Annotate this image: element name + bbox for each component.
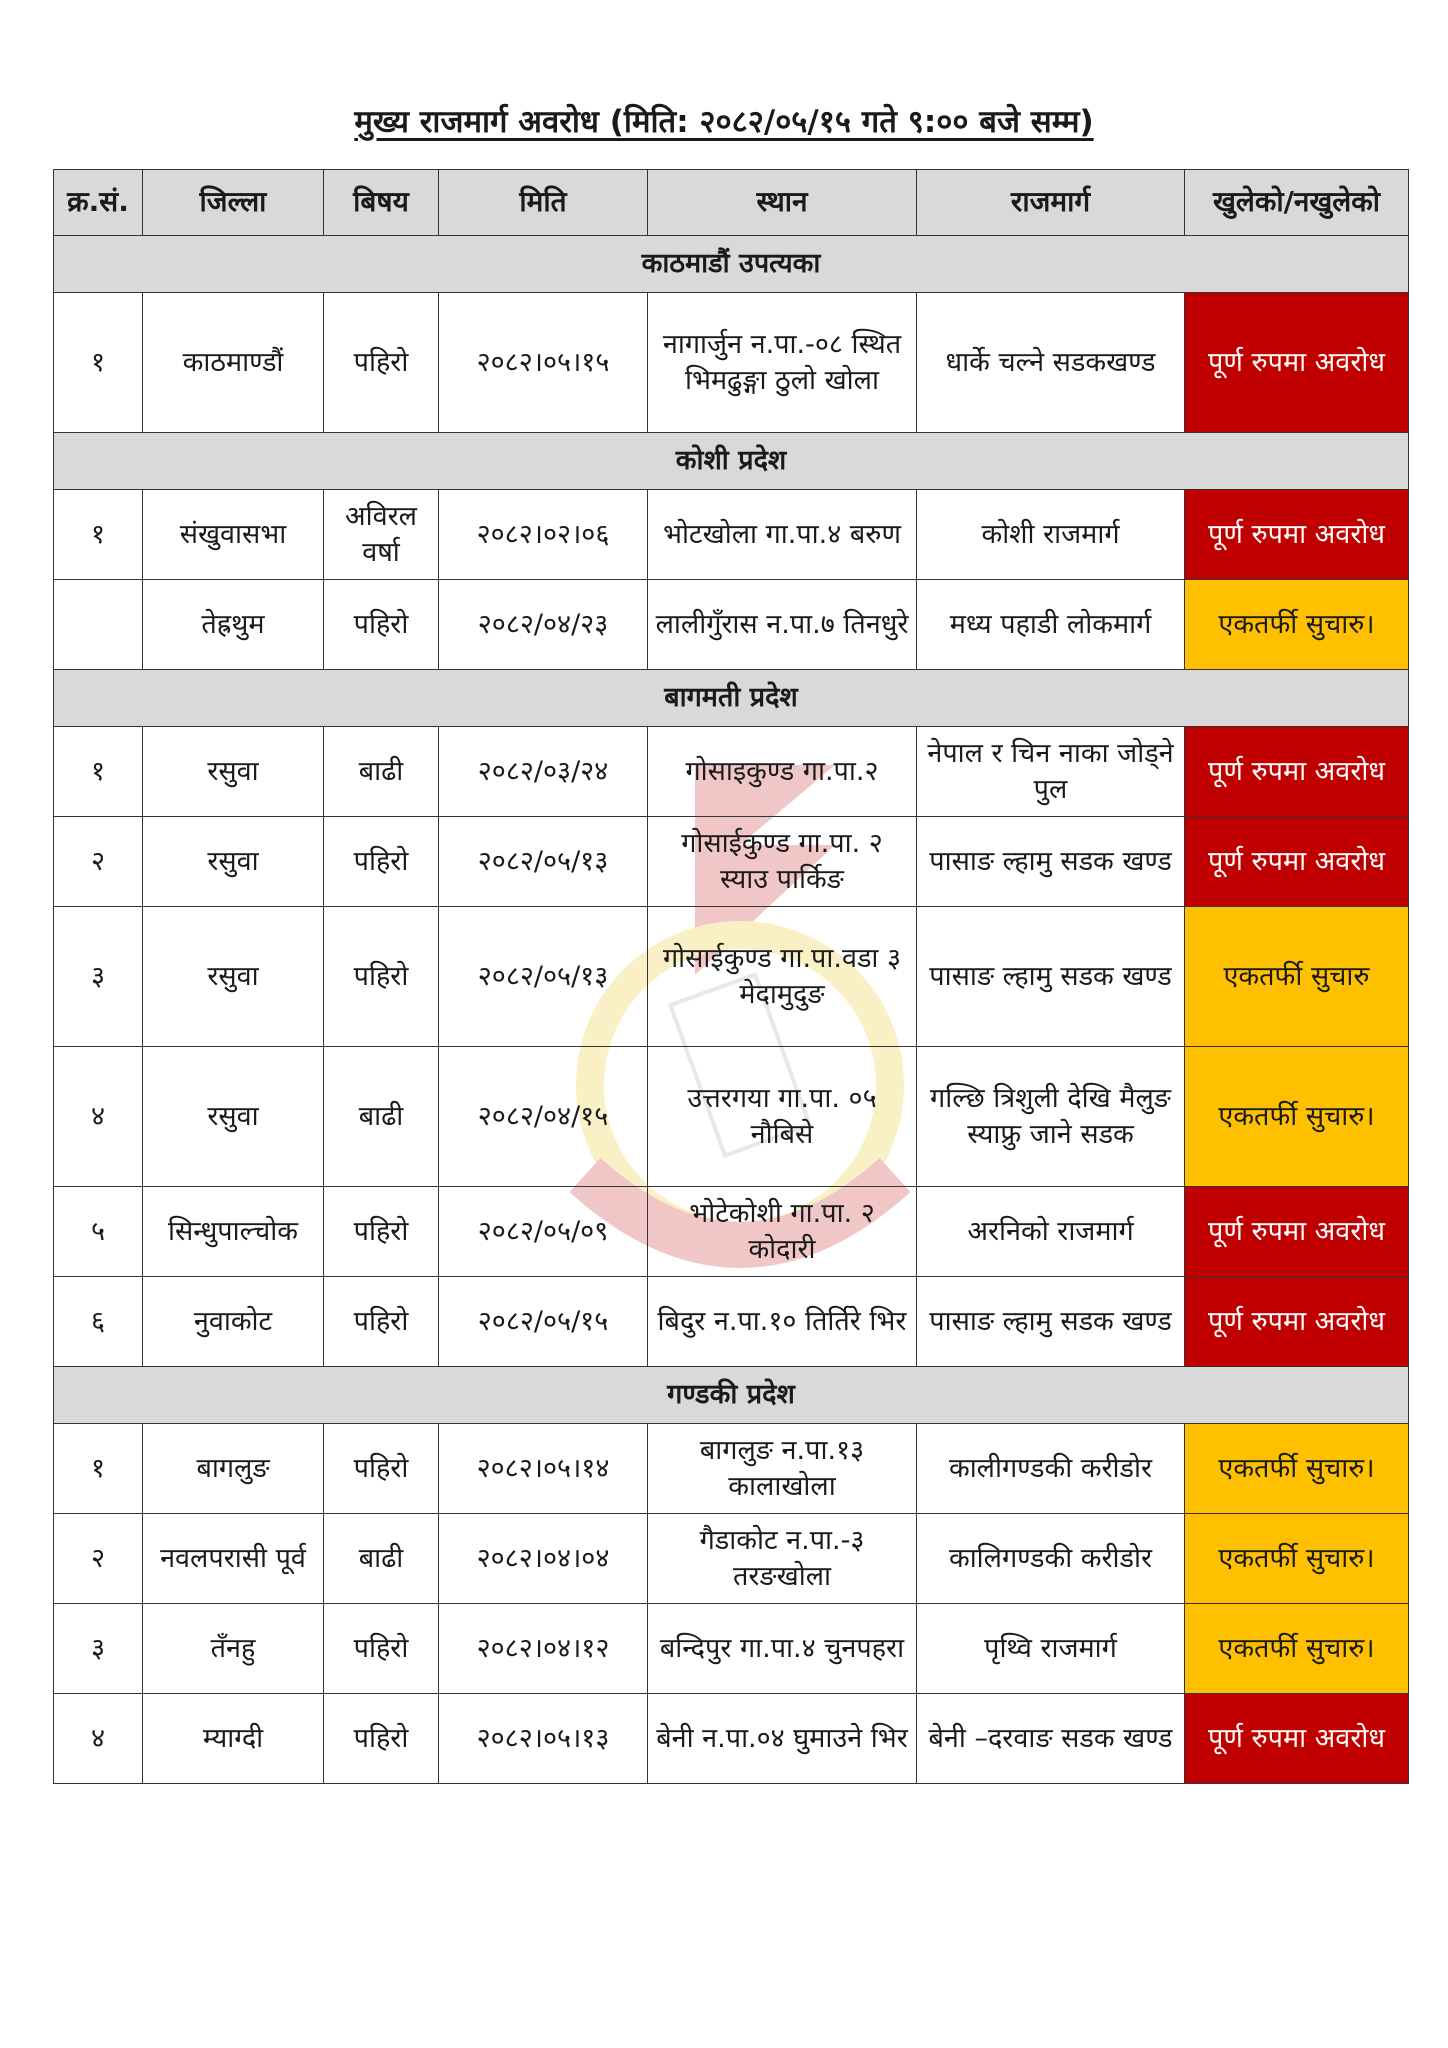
- cell-highway: पासाङ ल्हामु सडक खण्ड: [917, 907, 1185, 1047]
- table-row: [54, 907, 1409, 1047]
- cell-district: नवलपरासी पूर्व: [143, 1514, 324, 1604]
- cell-place: भोटेकोशी गा.पा. २ कोदारी: [648, 1187, 917, 1277]
- cell-place: भोटखोला गा.पा.४ बरुण: [648, 490, 917, 580]
- cell-highway: अरनिको राजमार्ग: [917, 1187, 1185, 1277]
- cell-district: रसुवा: [143, 907, 324, 1047]
- cell-sn: [54, 580, 143, 670]
- cell-subject: पहिरो: [324, 817, 439, 907]
- status-badge: एकतर्फी सुचारु: [1185, 907, 1409, 1047]
- cell-sn: २: [54, 817, 143, 907]
- cell-place: लालीगुँरास न.पा.७ तिनधुरे: [648, 580, 917, 670]
- cell-place: बन्दिपुर गा.पा.४ चुनपहरा: [648, 1604, 917, 1694]
- cell-district: संखुवासभा: [143, 490, 324, 580]
- cell-subject: पहिरो: [324, 907, 439, 1047]
- cell-sn: १: [54, 490, 143, 580]
- table-header-row: [54, 170, 1409, 236]
- cell-place: गोसाईकुण्ड गा.पा.वडा ३ मेदामुदुङ: [648, 907, 917, 1047]
- cell-sn: १: [54, 727, 143, 817]
- table-row: [54, 580, 1409, 670]
- status-badge: एकतर्फी सुचारु।: [1185, 1514, 1409, 1604]
- section-row: [54, 1367, 1409, 1424]
- cell-highway: कालिगण्डकी करीडोर: [917, 1514, 1185, 1604]
- road-blockage-table: [53, 169, 1409, 1784]
- cell-highway: पृथ्वि राजमार्ग: [917, 1604, 1185, 1694]
- cell-subject: पहिरो: [324, 580, 439, 670]
- cell-date: २०८२/०३/२४: [439, 727, 648, 817]
- cell-highway: धार्के चल्ने सडकखण्ड: [917, 293, 1185, 433]
- cell-highway: गल्छि त्रिशुली देखि मैलुङ स्याफ्रु जाने सडक: [917, 1047, 1185, 1187]
- status-badge: पूर्ण रुपमा अवरोध: [1185, 1277, 1409, 1367]
- table-row: [54, 1694, 1409, 1784]
- cell-subject: बाढी: [324, 727, 439, 817]
- header-date: मिति: [439, 170, 648, 236]
- cell-date: २०८२।०४।१२: [439, 1604, 648, 1694]
- section-label: बागमती प्रदेश: [54, 670, 1409, 727]
- section-label: काठमाडौं उपत्यका: [54, 236, 1409, 293]
- header-subject: बिषय: [324, 170, 439, 236]
- cell-highway: नेपाल र चिन नाका जोड्ने पुल: [917, 727, 1185, 817]
- cell-place: गोसाईकुण्ड गा.पा. २ स्याउ पार्किङ: [648, 817, 917, 907]
- page-title: मुख्य राजमार्ग अवरोध (मिति: २०८२/०५/१५ गते ९:०० बजे सम्म): [354, 104, 1094, 140]
- cell-sn: ५: [54, 1187, 143, 1277]
- cell-highway: कोशी राजमार्ग: [917, 490, 1185, 580]
- header-highway: राजमार्ग: [917, 170, 1185, 236]
- status-badge: एकतर्फी सुचारु।: [1185, 1604, 1409, 1694]
- cell-district: रसुवा: [143, 1047, 324, 1187]
- cell-date: २०८२/०५/०९: [439, 1187, 648, 1277]
- cell-subject: पहिरो: [324, 1604, 439, 1694]
- header-district: जिल्ला: [143, 170, 324, 236]
- cell-sn: ४: [54, 1694, 143, 1784]
- cell-date: २०८२।०२।०६: [439, 490, 648, 580]
- section-row: [54, 433, 1409, 490]
- table-row: [54, 1604, 1409, 1694]
- cell-district: म्याग्दी: [143, 1694, 324, 1784]
- cell-district: नुवाकोट: [143, 1277, 324, 1367]
- cell-district: बागलुङ: [143, 1424, 324, 1514]
- status-badge: एकतर्फी सुचारु।: [1185, 1424, 1409, 1514]
- status-badge: पूर्ण रुपमा अवरोध: [1185, 293, 1409, 433]
- table-row: [54, 293, 1409, 433]
- status-badge: पूर्ण रुपमा अवरोध: [1185, 1694, 1409, 1784]
- cell-sn: १: [54, 293, 143, 433]
- cell-place: बेनी न.पा.०४ घुमाउने भिर: [648, 1694, 917, 1784]
- table-row: [54, 1514, 1409, 1604]
- cell-sn: ६: [54, 1277, 143, 1367]
- cell-highway: मध्य पहाडी लोकमार्ग: [917, 580, 1185, 670]
- status-badge: एकतर्फी सुचारु।: [1185, 1047, 1409, 1187]
- cell-place: गोसाइकुण्ड गा.पा.२: [648, 727, 917, 817]
- section-label: गण्डकी प्रदेश: [54, 1367, 1409, 1424]
- cell-subject: पहिरो: [324, 1694, 439, 1784]
- table-row: [54, 1277, 1409, 1367]
- table-row: [54, 1187, 1409, 1277]
- cell-sn: ४: [54, 1047, 143, 1187]
- status-badge: पूर्ण रुपमा अवरोध: [1185, 1187, 1409, 1277]
- cell-date: २०८२।०५।१४: [439, 1424, 648, 1514]
- header-status: खुलेको/नखुलेको: [1185, 170, 1409, 236]
- cell-date: २०८२/०४/१५: [439, 1047, 648, 1187]
- cell-place: बागलुङ न.पा.१३ कालाखोला: [648, 1424, 917, 1514]
- cell-sn: १: [54, 1424, 143, 1514]
- section-row: [54, 236, 1409, 293]
- table-row: [54, 1047, 1409, 1187]
- cell-district: तेह्रथुम: [143, 580, 324, 670]
- cell-subject: पहिरो: [324, 293, 439, 433]
- header-sn: क्र.सं.: [54, 170, 143, 236]
- header-place: स्थान: [648, 170, 917, 236]
- cell-place: गैडाकोट न.पा.-३ तरङखोला: [648, 1514, 917, 1604]
- cell-subject: अविरल वर्षा: [324, 490, 439, 580]
- status-badge: पूर्ण रुपमा अवरोध: [1185, 490, 1409, 580]
- status-badge: पूर्ण रुपमा अवरोध: [1185, 727, 1409, 817]
- cell-subject: पहिरो: [324, 1187, 439, 1277]
- table-row: [54, 727, 1409, 817]
- cell-place: बिदुर न.पा.१० तिर्तिरे भिर: [648, 1277, 917, 1367]
- cell-subject: पहिरो: [324, 1277, 439, 1367]
- cell-highway: कालीगण्डकी करीडोर: [917, 1424, 1185, 1514]
- cell-date: २०८२।०५।१३: [439, 1694, 648, 1784]
- cell-highway: बेनी –दरवाङ सडक खण्ड: [917, 1694, 1185, 1784]
- status-badge: पूर्ण रुपमा अवरोध: [1185, 817, 1409, 907]
- table-row: [54, 817, 1409, 907]
- cell-subject: पहिरो: [324, 1424, 439, 1514]
- cell-district: काठमाण्डौं: [143, 293, 324, 433]
- cell-subject: बाढी: [324, 1514, 439, 1604]
- cell-district: रसुवा: [143, 817, 324, 907]
- cell-sn: ३: [54, 1604, 143, 1694]
- section-label: कोशी प्रदेश: [54, 433, 1409, 490]
- cell-date: २०८२।०४।०४: [439, 1514, 648, 1604]
- cell-district: रसुवा: [143, 727, 324, 817]
- cell-date: २०८२/०५/१३: [439, 907, 648, 1047]
- cell-date: २०८२।०५।१५: [439, 293, 648, 433]
- cell-date: २०८२/०५/१५: [439, 1277, 648, 1367]
- status-badge: एकतर्फी सुचारु।: [1185, 580, 1409, 670]
- cell-date: २०८२/०५/१३: [439, 817, 648, 907]
- section-row: [54, 670, 1409, 727]
- table-row: [54, 490, 1409, 580]
- cell-place: उत्तरगया गा.पा. ०५ नौबिसे: [648, 1047, 917, 1187]
- cell-district: सिन्धुपाल्चोक: [143, 1187, 324, 1277]
- cell-highway: पासाङ ल्हामु सडक खण्ड: [917, 817, 1185, 907]
- cell-sn: ३: [54, 907, 143, 1047]
- cell-place: नागार्जुन न.पा.-०८ स्थित भिमढुङ्गा ठुलो खोला: [648, 293, 917, 433]
- cell-highway: पासाङ ल्हामु सडक खण्ड: [917, 1277, 1185, 1367]
- table-row: [54, 1424, 1409, 1514]
- cell-district: तँनहु: [143, 1604, 324, 1694]
- cell-subject: बाढी: [324, 1047, 439, 1187]
- cell-date: २०८२/०४/२३: [439, 580, 648, 670]
- cell-sn: २: [54, 1514, 143, 1604]
